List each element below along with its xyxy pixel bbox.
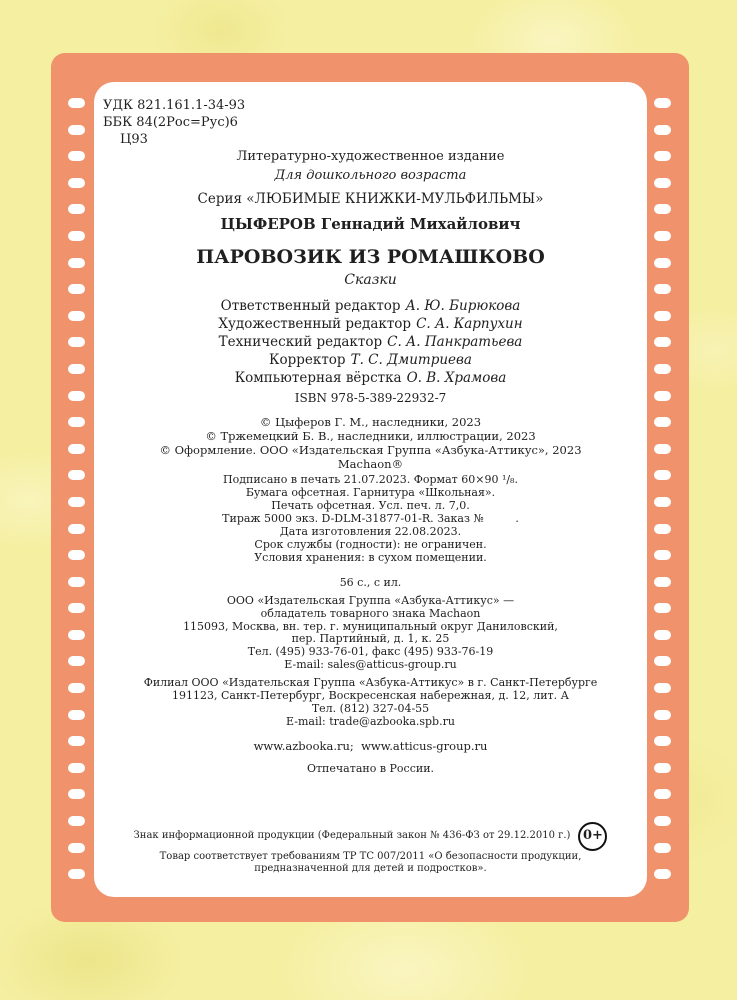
perforation-hole <box>654 391 671 401</box>
edition-kind-line: Литературно-художественное издание <box>236 149 505 164</box>
copyright-line: © Оформление. ООО «Издательская Группа «Азбука-Аттикус», 2023 <box>159 443 582 457</box>
info-sign-block <box>94 822 647 876</box>
imprint-brand: Machaon® <box>337 457 404 471</box>
branch-address: 191123, Санкт-Петербург, Воскресенская набережная, д. 12, лит. А <box>172 688 569 702</box>
print-detail-line: Дата изготовления 22.08.2023. <box>279 525 462 538</box>
print-detail-line: Печать офсетная. Усл. печ. л. 7,0. <box>271 499 470 512</box>
staff-name: С. А. Панкратьева <box>387 334 523 350</box>
perforation-hole <box>68 869 85 879</box>
print-details-block <box>94 473 647 564</box>
colophon-page <box>94 82 647 897</box>
info-sign-row <box>94 822 647 851</box>
page-count-line: 56 с., с ил. <box>339 576 402 589</box>
perforation-hole <box>654 736 671 746</box>
perforation-hole <box>654 524 671 534</box>
info-law-line: Знак информационной продукции (Федеральный закон № 436-ФЗ от 29.12.2010 г.) <box>133 830 571 842</box>
print-detail-line: Подписано в печать 21.07.2023. Формат 60×90 ¹/₈. <box>223 473 518 486</box>
perforation-hole <box>68 364 85 374</box>
perforation-hole <box>654 656 671 666</box>
perforation-hole <box>654 125 671 135</box>
staff-credit <box>94 351 647 369</box>
branch-phone: Тел. (812) 327-04-55 <box>311 701 430 715</box>
perforation-hole <box>68 710 85 720</box>
perforation-hole <box>654 151 671 161</box>
perforation-hole <box>68 231 85 241</box>
staff-name: С. А. Карпухин <box>416 316 523 332</box>
staff-role: Художественный редактор <box>218 316 412 332</box>
perforation-hole <box>68 843 85 853</box>
publisher-block <box>94 595 647 672</box>
perforation-hole <box>654 843 671 853</box>
perforation-hole <box>68 789 85 799</box>
perforation-hole <box>68 816 85 826</box>
perforation-hole <box>654 284 671 294</box>
series-line: Серия «ЛЮБИМЫЕ КНИЖКИ-МУЛЬФИЛЬМЫ» <box>197 191 544 207</box>
udk-code: УДК 821.161.1-34-93 <box>103 98 246 113</box>
edition-audience-line: Для дошкольного возраста <box>274 168 467 183</box>
book-author: ЦЫФЕРОВ Геннадий Михайлович <box>220 215 521 233</box>
branch-line: Филиал ООО «Издательская Группа «Азбука-Аттикус» в г. Санкт-Петербурге <box>143 675 598 689</box>
copyright-line: © Цыферов Г. М., наследники, 2023 <box>259 415 482 429</box>
publisher-address: пер. Партийный, д. 1, к. 25 <box>291 632 450 646</box>
perforation-hole <box>68 470 85 480</box>
age-rating-badge: 0+ <box>578 822 607 851</box>
staff-role: Технический редактор <box>218 334 383 350</box>
perforation-hole <box>654 497 671 507</box>
perforation-hole <box>68 98 85 108</box>
perforation-hole <box>654 364 671 374</box>
staff-credit <box>94 297 647 315</box>
perforation-hole <box>68 391 85 401</box>
catalog-codes-block <box>94 82 647 148</box>
perforation-hole <box>654 337 671 347</box>
staff-credits-block <box>94 297 647 387</box>
staff-role: Компьютерная вёрстка <box>234 370 402 386</box>
bbk-code: ББК 84(2Рос=Рус)6 <box>103 115 238 130</box>
staff-credit <box>94 315 647 333</box>
compliance-line: предназначенной для детей и подростков». <box>254 863 487 875</box>
right-perforation-strip <box>654 98 671 879</box>
perforation-hole <box>654 444 671 454</box>
perforation-hole <box>654 470 671 480</box>
perforation-hole <box>68 151 85 161</box>
perforation-hole <box>68 337 85 347</box>
perforation-hole <box>654 204 671 214</box>
publisher-line: ООО «Издательская Группа «Азбука-Аттикус» — <box>226 594 515 607</box>
perforation-hole <box>68 630 85 640</box>
perforation-hole <box>68 524 85 534</box>
author-sign-code: Ц93 <box>120 132 148 147</box>
staff-role: Корректор <box>269 352 346 368</box>
perforation-hole <box>654 763 671 773</box>
perforation-hole <box>654 577 671 587</box>
publisher-line: обладатель товарного знака Machaon <box>260 606 481 620</box>
publisher-address: 115093, Москва, вн. тер. г. муниципальный округ Даниловский, <box>183 619 558 633</box>
book-title: ПАРОВОЗИК ИЗ РОМАШКОВО <box>196 246 545 268</box>
perforation-hole <box>654 630 671 640</box>
staff-name: Т. С. Дмитриева <box>350 352 472 368</box>
perforation-hole <box>654 258 671 268</box>
perforation-hole <box>68 258 85 268</box>
perforation-hole <box>654 178 671 188</box>
copyright-line: © Тржемецкий Б. В., наследники, иллюстрации, 2023 <box>205 429 536 443</box>
perforation-hole <box>654 417 671 427</box>
staff-name: О. В. Храмова <box>406 370 507 386</box>
print-detail-line: Тираж 5000 экз. D-DLM-31877-01-R. Заказ № . <box>222 512 519 525</box>
perforation-hole <box>654 869 671 879</box>
staff-credit <box>94 369 647 387</box>
left-perforation-strip <box>68 98 85 879</box>
perforation-hole <box>654 603 671 613</box>
perforation-hole <box>654 816 671 826</box>
perforation-hole <box>68 444 85 454</box>
branch-email: E-mail: trade@azbooka.spb.ru <box>286 714 455 728</box>
perforation-hole <box>68 577 85 587</box>
perforation-hole <box>68 311 85 321</box>
isbn-line: ISBN 978-5-389-22932-7 <box>294 391 447 405</box>
branch-block <box>94 676 647 728</box>
perforation-hole <box>68 125 85 135</box>
print-detail-line: Бумага офсетная. Гарнитура «Школьная». <box>245 486 496 499</box>
perforation-hole <box>68 497 85 507</box>
perforation-hole <box>654 231 671 241</box>
perforation-hole <box>68 550 85 560</box>
printed-in-line: Отпечатано в России. <box>306 761 435 775</box>
publisher-phone: Тел. (495) 933-76-01, факс (495) 933-76-19 <box>247 645 494 659</box>
copyright-block <box>94 415 647 471</box>
compliance-line: Товар соответствует требованиям ТР ТС 007/2011 «О безопасности продукции, <box>159 850 582 862</box>
perforation-hole <box>654 98 671 108</box>
staff-role: Ответственный редактор <box>220 298 401 314</box>
print-detail-line: Срок службы (годности): не ограничен. <box>254 538 487 551</box>
websites-line: www.azbooka.ru; www.atticus-group.ru <box>253 738 488 753</box>
book-subtitle: Сказки <box>344 272 397 288</box>
perforation-hole <box>654 311 671 321</box>
perforation-hole <box>654 789 671 799</box>
perforation-hole <box>654 550 671 560</box>
perforation-hole <box>68 284 85 294</box>
perforation-hole <box>68 178 85 188</box>
print-detail-line: Условия хранения: в сухом помещении. <box>254 551 487 564</box>
staff-credit <box>94 333 647 351</box>
perforation-hole <box>68 763 85 773</box>
perforation-hole <box>654 710 671 720</box>
perforation-hole <box>68 417 85 427</box>
staff-name: А. Ю. Бирюкова <box>405 298 521 314</box>
perforation-hole <box>68 656 85 666</box>
perforation-hole <box>654 683 671 693</box>
perforation-hole <box>68 204 85 214</box>
perforation-hole <box>68 736 85 746</box>
publisher-email: E-mail: sales@atticus-group.ru <box>284 657 457 671</box>
perforation-hole <box>68 683 85 693</box>
perforation-hole <box>68 603 85 613</box>
